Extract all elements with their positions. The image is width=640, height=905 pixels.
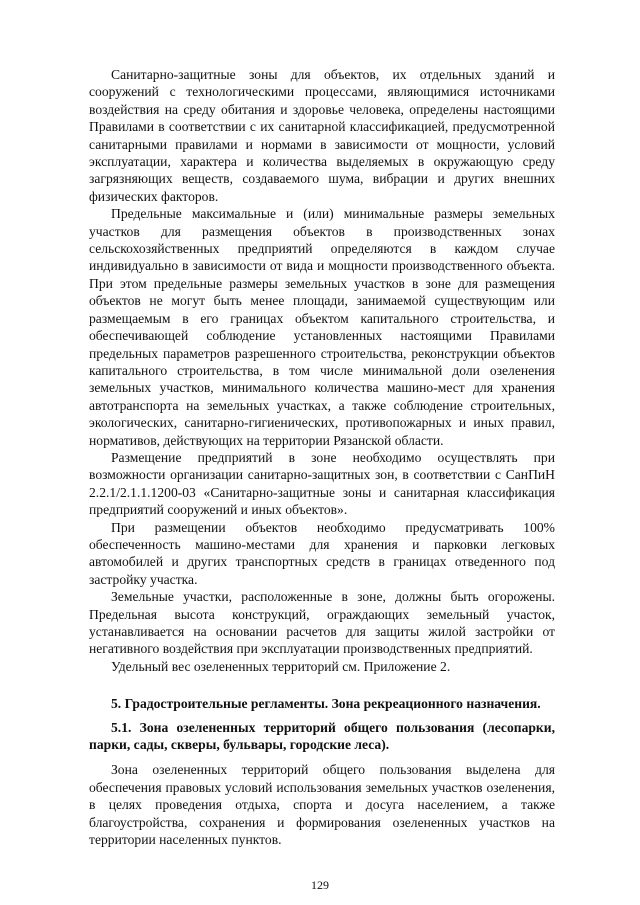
paragraph-green-area-ratio: Удельный вес озелененных территорий см. Приложение 2. bbox=[111, 658, 451, 674]
page-number: 129 bbox=[311, 878, 329, 892]
paragraph-green-zone: Зона озелененных территорий общего пользования выделена для обеспечения правовых условий использования земельных участков озеленения, в целях проведения отдыха, спорта и досуга населением, а также благоустройства, сохранения и формирования озелененных участков на территории населенных пунктов. bbox=[89, 762, 555, 848]
subsection-heading: 5.1. Зона озелененных территорий общего пользования (лесопарки, парки, сады, скверы, бульвары, городские леса). bbox=[89, 719, 555, 753]
section-heading: 5. Градостроительные регламенты. Зона рекреационного назначения. bbox=[111, 696, 541, 712]
paragraph-parking-provision: При размещении объектов необходимо предусматривать 100% обеспеченность машино-местами для хранения и парковки легковых автомобилей и других транспортных средств в границах отведенного под застройку участка. bbox=[89, 519, 555, 587]
paragraph-enterprise-placement: Размещение предприятий в зоне необходимо осуществлять при возможности организации санитарно-защитных зон, в соответствии с СанПиН 2.2.1/2.1.1.1200-03 «Санитарно-защитные зоны и санитарная классификация предприятий сооружений и иных объектов». bbox=[89, 449, 555, 518]
document-page bbox=[89, 66, 555, 848]
paragraph-sanitary-zones: Санитарно-защитные зоны для объектов, их отдельных зданий и сооружений с технологическими процессами, являющимися источниками воздействия на среду обитания и здоровье человека, определены настоящими Правилами в соответствии с их санитарной классификацией, предусмотренной санитарными правилами и нормами в зависимости от мощности, условий эксплуатации, характера и количества выделяемых в окружающую среду загрязняющих веществ, создаваемого шума, вибрации и других внешних физических факторов. bbox=[89, 67, 555, 204]
paragraph-land-plot-sizes: Предельные максимальные и (или) минимальные размеры земельных участков для размещения объектов в производственных зонах сельскохозяйственных предприятий определяются в каждом случае индивидуально в зависимости от вида и мощности производственного объекта. При этом предельные размеры земельных участков в зоне для размещения объектов не могут быть менее площади, занимаемой существующим или размещаемым в его границах объектом капитального строительства, и обеспечивающей соблюдение установленных настоящими Правилами предельных параметров разрешенного строительства, реконструкции объектов капитального строительства, в том числе минимальной доли озеленения земельных участков, минимального количества машино-мест для хранения автотранспорта на земельных участках, а также соблюдение строительных, экологических, санитарно-гигиенических, противопожарных и иных правил, нормативов, действующих на территории Рязанской области. bbox=[89, 206, 555, 448]
subsection-spacer bbox=[89, 753, 555, 761]
paragraph-fencing: Земельные участки, расположенные в зоне, должны быть огорожены. Предельная высота конструкций, ограждающих земельный участок, устанавливается на основании расчетов для защиты жилой застройки от негативного воздействия при эксплуатации производственных предприятий. bbox=[89, 589, 555, 657]
section-spacer bbox=[89, 675, 555, 695]
